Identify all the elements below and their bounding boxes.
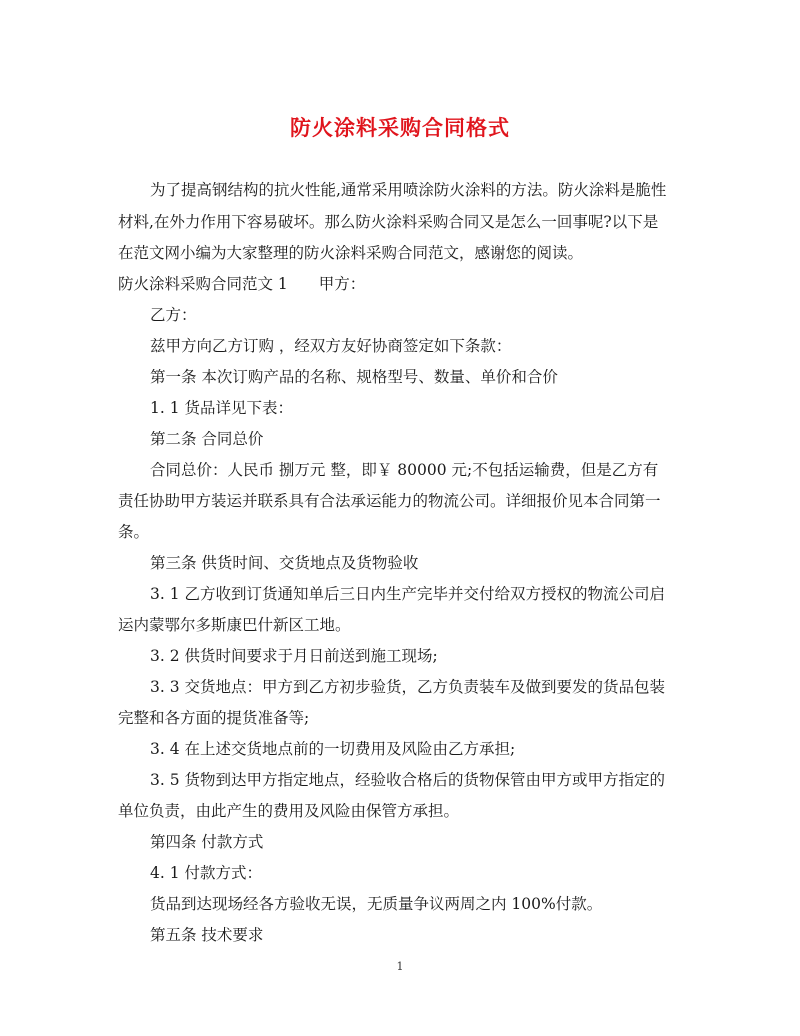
body-line: 第五条 技术要求 [150, 926, 264, 944]
body-line: 3. 3 交货地点：甲方到乙方初步验货，乙方负责装车及做到要发的货品包装 [150, 678, 666, 696]
body-line: 完整和各方面的提货准备等; [118, 709, 310, 727]
body-line: 单位负责，由此产生的费用及风险由保管方承担。 [118, 802, 460, 820]
body-line: 兹甲方向乙方订购 ，经双方友好协商签定如下条款： [150, 337, 512, 355]
body-line: 4. 1 付款方式： [150, 864, 263, 882]
document-title: 防火涂料采购合同格式 [290, 115, 510, 140]
body-line: 3. 5 货物到达甲方指定地点，经验收合格后的货物保管由甲方或甲方指定的 [150, 771, 666, 789]
body-line: 运内蒙鄂尔多斯康巴什新区工地。 [118, 616, 351, 634]
body-line: 在范文网小编为大家整理的防火涂料采购合同范文，感谢您的阅读。 [118, 244, 584, 262]
body-line: 为了提高钢结构的抗火性能,通常采用喷涂防火涂料的方法。防火涂料是脆性 [150, 181, 667, 199]
body-line: 合同总价：人民币 捌万元 整，即￥ 80000 元;不包括运输费，但是乙方有 [150, 461, 659, 479]
body-line: 乙方： [150, 306, 197, 324]
body-line: 3. 2 供货时间要求于月日前送到施工现场; [150, 647, 438, 665]
body-line: 第一条 本次订购产品的名称、规格型号、数量、单价和合价 [150, 368, 558, 386]
body-line: 防火涂料采购合同范文 1 甲方： [118, 275, 366, 293]
body-line: 第三条 供货时间、交货地点及货物验收 [150, 554, 419, 572]
body-line: 责任协助甲方装运并联系具有合法承运能力的物流公司。详细报价见本合同第一 [118, 492, 661, 510]
page-number: 1 [396, 960, 404, 973]
body-line: 第二条 合同总价 [150, 430, 264, 448]
body-line: 3. 4 在上述交货地点前的一切费用及风险由乙方承担; [150, 740, 516, 758]
body-line: 1. 1 货品详见下表： [150, 399, 294, 417]
body-line: 货品到达现场经各方验收无误，无质量争议两周之内 100%付款。 [150, 895, 603, 913]
body-line: 3. 1 乙方收到订货通知单后三日内生产完毕并交付给双方授权的物流公司启 [150, 585, 666, 603]
body-line: 第四条 付款方式 [150, 833, 264, 851]
body-line: 材料,在外力作用下容易破坏。那么防火涂料采购合同又是怎么一回事呢?以下是 [118, 213, 659, 231]
body-line: 条。 [118, 523, 150, 541]
